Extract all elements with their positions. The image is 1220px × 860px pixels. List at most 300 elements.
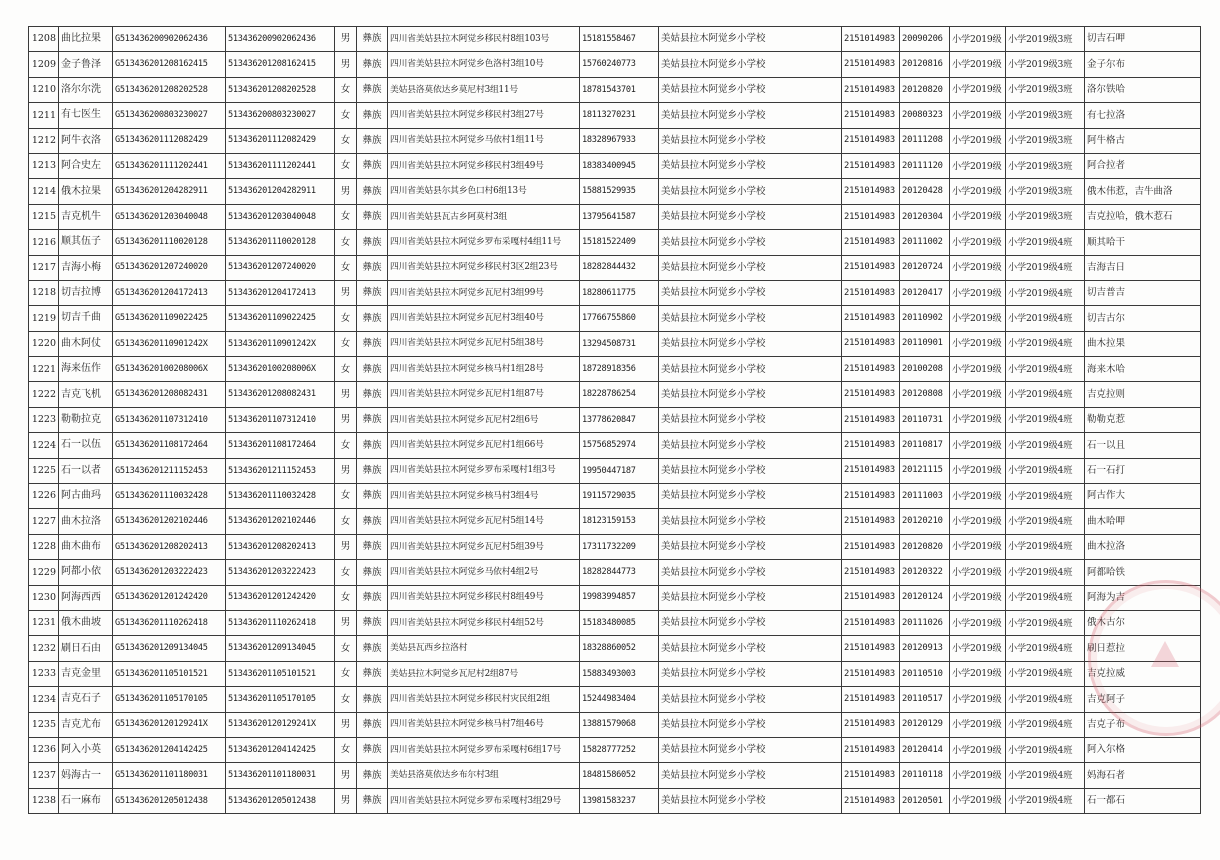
school-name-cell: 美姑县拉木阿觉乡小学校	[659, 357, 842, 382]
ethnicity-cell: 彝族	[357, 687, 388, 712]
phone-number-cell: 18113270231	[580, 103, 659, 128]
student-name-cell: 吉克尤布	[59, 712, 113, 737]
ethnicity-cell: 彝族	[357, 509, 388, 534]
birth-date-cell: 20110901	[900, 331, 950, 356]
class-name-cell: 小学2019级4班	[1006, 763, 1085, 788]
ethnicity-cell: 彝族	[357, 179, 388, 204]
phone-number-cell: 15760240773	[580, 52, 659, 77]
table-row	[29, 153, 1201, 178]
guardian-name-cell: 吉克子布	[1085, 712, 1201, 737]
home-address-cell: 四川省美姑县拉木阿觉乡瓦尼村3组99号	[388, 280, 580, 305]
guardian-name-cell: 洛尔铁哈	[1085, 77, 1201, 102]
student-name-cell: 吉海小梅	[59, 255, 113, 280]
ethnicity-cell: 彝族	[357, 27, 388, 52]
id-card-number-cell: 513436201208202413	[226, 534, 335, 559]
student-number-cell: G513436201208202413	[113, 534, 226, 559]
id-card-number-cell: 513436201109022425	[226, 306, 335, 331]
student-name-cell: 海来伍作	[59, 357, 113, 382]
row-number-cell: 1220	[29, 331, 59, 356]
phone-number-cell: 13795641587	[580, 204, 659, 229]
grade-cell: 小学2019级	[950, 204, 1006, 229]
id-card-number-cell: 513436201208202528	[226, 77, 335, 102]
school-name-cell: 美姑县拉木阿觉乡小学校	[659, 636, 842, 661]
guardian-name-cell: 吉克拉威	[1085, 661, 1201, 686]
id-card-number-cell: 513436201201242420	[226, 585, 335, 610]
phone-number-cell: 17311732209	[580, 534, 659, 559]
table-row	[29, 280, 1201, 305]
ethnicity-cell: 彝族	[357, 484, 388, 509]
birth-date-cell: 20120816	[900, 52, 950, 77]
table-row	[29, 306, 1201, 331]
home-address-cell: 四川省美姑县拉木阿觉乡核马村3组4号	[388, 484, 580, 509]
guardian-name-cell: 阿牛格古	[1085, 128, 1201, 153]
table-row	[29, 433, 1201, 458]
gender-cell: 女	[335, 433, 357, 458]
row-number-cell: 1213	[29, 153, 59, 178]
grade-cell: 小学2019级	[950, 382, 1006, 407]
row-number-cell: 1234	[29, 687, 59, 712]
phone-number-cell: 15244983404	[580, 687, 659, 712]
home-address-cell: 四川省美姑县拉木阿觉乡移民村3组27号	[388, 103, 580, 128]
table-row	[29, 534, 1201, 559]
grade-cell: 小学2019级	[950, 788, 1006, 813]
ethnicity-cell: 彝族	[357, 407, 388, 432]
phone-number-cell: 13881579068	[580, 712, 659, 737]
ethnicity-cell: 彝族	[357, 610, 388, 635]
guardian-name-cell: 俄木伟惹，吉牛曲洛	[1085, 179, 1201, 204]
birth-date-cell: 20120724	[900, 255, 950, 280]
student-number-cell: G513436201105101521	[113, 661, 226, 686]
school-code-cell: 2151014983	[842, 763, 900, 788]
id-card-number-cell: 513436200803230027	[226, 103, 335, 128]
row-number-cell: 1219	[29, 306, 59, 331]
id-card-number-cell: 513436201208162415	[226, 52, 335, 77]
student-number-cell: G513436201204282911	[113, 179, 226, 204]
gender-cell: 女	[335, 509, 357, 534]
school-name-cell: 美姑县拉木阿觉乡小学校	[659, 27, 842, 52]
grade-cell: 小学2019级	[950, 585, 1006, 610]
student-number-cell: G513436201202102446	[113, 509, 226, 534]
gender-cell: 女	[335, 484, 357, 509]
home-address-cell: 四川省美姑县拉木阿觉乡罗布采嘎村3组29号	[388, 788, 580, 813]
grade-cell: 小学2019级	[950, 331, 1006, 356]
birth-date-cell: 20120417	[900, 280, 950, 305]
gender-cell: 女	[335, 357, 357, 382]
school-code-cell: 2151014983	[842, 255, 900, 280]
grade-cell: 小学2019级	[950, 712, 1006, 737]
row-number-cell: 1236	[29, 737, 59, 762]
phone-number-cell: 13294508731	[580, 331, 659, 356]
class-name-cell: 小学2019级4班	[1006, 280, 1085, 305]
gender-cell: 女	[335, 77, 357, 102]
home-address-cell: 四川省美姑县拉木阿觉乡核马村1组28号	[388, 357, 580, 382]
row-number-cell: 1227	[29, 509, 59, 534]
student-number-cell: G513436201204172413	[113, 280, 226, 305]
grade-cell: 小学2019级	[950, 407, 1006, 432]
school-code-cell: 2151014983	[842, 179, 900, 204]
phone-number-cell: 17766755860	[580, 306, 659, 331]
school-code-cell: 2151014983	[842, 636, 900, 661]
gender-cell: 女	[335, 661, 357, 686]
school-name-cell: 美姑县拉木阿觉乡小学校	[659, 128, 842, 153]
grade-cell: 小学2019级	[950, 103, 1006, 128]
phone-number-cell: 18282844432	[580, 255, 659, 280]
row-number-cell: 1228	[29, 534, 59, 559]
ethnicity-cell: 彝族	[357, 280, 388, 305]
phone-number-cell: 19950447187	[580, 458, 659, 483]
student-number-cell: G513436201207240020	[113, 255, 226, 280]
gender-cell: 男	[335, 610, 357, 635]
home-address-cell: 四川省美姑县拉木阿觉乡核马村7组46号	[388, 712, 580, 737]
id-card-number-cell: 513436201207240020	[226, 255, 335, 280]
student-number-cell: G513436201208162415	[113, 52, 226, 77]
gender-cell: 女	[335, 204, 357, 229]
class-name-cell: 小学2019级3班	[1006, 77, 1085, 102]
student-name-cell: 洛尔尔洗	[59, 77, 113, 102]
gender-cell: 男	[335, 763, 357, 788]
student-name-cell: 有七医生	[59, 103, 113, 128]
student-name-cell: 石一以伍	[59, 433, 113, 458]
birth-date-cell: 20111120	[900, 153, 950, 178]
phone-number-cell: 18280611775	[580, 280, 659, 305]
phone-number-cell: 15181558467	[580, 27, 659, 52]
guardian-name-cell: 石一都石	[1085, 788, 1201, 813]
school-code-cell: 2151014983	[842, 280, 900, 305]
student-number-cell: G513436201101180031	[113, 763, 226, 788]
row-number-cell: 1208	[29, 27, 59, 52]
student-name-cell: 石一麻布	[59, 788, 113, 813]
grade-cell: 小学2019级	[950, 179, 1006, 204]
row-number-cell: 1235	[29, 712, 59, 737]
student-number-cell: G513436201109022425	[113, 306, 226, 331]
grade-cell: 小学2019级	[950, 433, 1006, 458]
phone-number-cell: 15828777252	[580, 737, 659, 762]
class-name-cell: 小学2019级4班	[1006, 534, 1085, 559]
phone-number-cell: 15756852974	[580, 433, 659, 458]
ethnicity-cell: 彝族	[357, 331, 388, 356]
student-name-cell: 勒勒拉克	[59, 407, 113, 432]
ethnicity-cell: 彝族	[357, 458, 388, 483]
student-name-cell: 石一以者	[59, 458, 113, 483]
id-card-number-cell: 513436201204282911	[226, 179, 335, 204]
row-number-cell: 1231	[29, 610, 59, 635]
home-address-cell: 四川省美姑县拉木阿觉乡罗布采嘎村4组11号	[388, 230, 580, 255]
student-number-cell: G513436201112082429	[113, 128, 226, 153]
birth-date-cell: 20090206	[900, 27, 950, 52]
student-number-cell: G513436201201242420	[113, 585, 226, 610]
phone-number-cell: 18728918356	[580, 357, 659, 382]
class-name-cell: 小学2019级3班	[1006, 204, 1085, 229]
student-number-cell: G51343620100208006X	[113, 357, 226, 382]
table-row	[29, 610, 1201, 635]
birth-date-cell: 20111026	[900, 610, 950, 635]
home-address-cell: 美姑县拉木阿觉乡瓦尼村2组87号	[388, 661, 580, 686]
guardian-name-cell: 吉克拉则	[1085, 382, 1201, 407]
student-name-cell: 切吉拉博	[59, 280, 113, 305]
phone-number-cell: 15883493003	[580, 661, 659, 686]
row-number-cell: 1229	[29, 560, 59, 585]
student-name-cell: 俄木曲坡	[59, 610, 113, 635]
id-card-number-cell: 51343620100208006X	[226, 357, 335, 382]
home-address-cell: 美姑县瓦西乡拉洛村	[388, 636, 580, 661]
grade-cell: 小学2019级	[950, 737, 1006, 762]
school-name-cell: 美姑县拉木阿觉乡小学校	[659, 306, 842, 331]
id-card-number-cell: 51343620120129241X	[226, 712, 335, 737]
school-code-cell: 2151014983	[842, 458, 900, 483]
guardian-name-cell: 海来木哈	[1085, 357, 1201, 382]
row-number-cell: 1221	[29, 357, 59, 382]
gender-cell: 女	[335, 636, 357, 661]
gender-cell: 女	[335, 687, 357, 712]
ethnicity-cell: 彝族	[357, 382, 388, 407]
student-number-cell: G513436201205012438	[113, 788, 226, 813]
table-row	[29, 77, 1201, 102]
phone-number-cell: 18282844773	[580, 560, 659, 585]
student-name-cell: 阿都小依	[59, 560, 113, 585]
home-address-cell: 四川省美姑县拉木阿觉乡移民村4组52号	[388, 610, 580, 635]
gender-cell: 女	[335, 128, 357, 153]
class-name-cell: 小学2019级4班	[1006, 737, 1085, 762]
class-name-cell: 小学2019级4班	[1006, 331, 1085, 356]
ethnicity-cell: 彝族	[357, 712, 388, 737]
grade-cell: 小学2019级	[950, 77, 1006, 102]
gender-cell: 男	[335, 712, 357, 737]
school-code-cell: 2151014983	[842, 204, 900, 229]
id-card-number-cell: 513436201204172413	[226, 280, 335, 305]
school-code-cell: 2151014983	[842, 509, 900, 534]
guardian-name-cell: 吉克拉哈，俄木惹石	[1085, 204, 1201, 229]
row-number-cell: 1223	[29, 407, 59, 432]
id-card-number-cell: 513436201211152453	[226, 458, 335, 483]
guardian-name-cell: 石一石打	[1085, 458, 1201, 483]
class-name-cell: 小学2019级4班	[1006, 255, 1085, 280]
gender-cell: 男	[335, 52, 357, 77]
ethnicity-cell: 彝族	[357, 788, 388, 813]
home-address-cell: 四川省美姑县尔其乡色口村6组13号	[388, 179, 580, 204]
class-name-cell: 小学2019级4班	[1006, 661, 1085, 686]
gender-cell: 女	[335, 306, 357, 331]
home-address-cell: 四川省美姑县拉木阿觉乡瓦尼村5组39号	[388, 534, 580, 559]
row-number-cell: 1222	[29, 382, 59, 407]
school-name-cell: 美姑县拉木阿觉乡小学校	[659, 788, 842, 813]
student-number-cell: G513436201107312410	[113, 407, 226, 432]
student-name-cell: 吉克机牛	[59, 204, 113, 229]
birth-date-cell: 20100208	[900, 357, 950, 382]
home-address-cell: 四川省美姑县拉木阿觉乡罗布采嘎村1组3号	[388, 458, 580, 483]
home-address-cell: 美姑县洛莫依达乡布尔村3组	[388, 763, 580, 788]
id-card-number-cell: 513436200902062436	[226, 27, 335, 52]
birth-date-cell: 20120808	[900, 382, 950, 407]
school-name-cell: 美姑县拉木阿觉乡小学校	[659, 458, 842, 483]
birth-date-cell: 20110510	[900, 661, 950, 686]
grade-cell: 小学2019级	[950, 763, 1006, 788]
school-code-cell: 2151014983	[842, 534, 900, 559]
class-name-cell: 小学2019级4班	[1006, 610, 1085, 635]
school-code-cell: 2151014983	[842, 585, 900, 610]
table-row	[29, 560, 1201, 585]
home-address-cell: 四川省美姑县拉木阿觉乡色洛村3组10号	[388, 52, 580, 77]
phone-number-cell: 15881529935	[580, 179, 659, 204]
gender-cell: 男	[335, 280, 357, 305]
birth-date-cell: 20120129	[900, 712, 950, 737]
phone-number-cell: 13778620847	[580, 407, 659, 432]
gender-cell: 女	[335, 255, 357, 280]
guardian-name-cell: 阿古作大	[1085, 484, 1201, 509]
class-name-cell: 小学2019级4班	[1006, 357, 1085, 382]
table-row	[29, 357, 1201, 382]
table-row	[29, 737, 1201, 762]
home-address-cell: 四川省美姑县拉木阿觉乡瓦尼村3组40号	[388, 306, 580, 331]
class-name-cell: 小学2019级4班	[1006, 509, 1085, 534]
birth-date-cell: 20111208	[900, 128, 950, 153]
student-number-cell: G513436201209134045	[113, 636, 226, 661]
grade-cell: 小学2019级	[950, 560, 1006, 585]
ethnicity-cell: 彝族	[357, 103, 388, 128]
class-name-cell: 小学2019级3班	[1006, 128, 1085, 153]
birth-date-cell: 20120820	[900, 77, 950, 102]
class-name-cell: 小学2019级4班	[1006, 560, 1085, 585]
guardian-name-cell: 曲木拉洛	[1085, 534, 1201, 559]
school-name-cell: 美姑县拉木阿觉乡小学校	[659, 484, 842, 509]
table-row	[29, 204, 1201, 229]
home-address-cell: 四川省美姑县拉木阿觉乡移民村8组49号	[388, 585, 580, 610]
gender-cell: 女	[335, 103, 357, 128]
home-address-cell: 四川省美姑县拉木阿觉乡移民村灾民组2组	[388, 687, 580, 712]
student-number-cell: G513436201208202528	[113, 77, 226, 102]
birth-date-cell: 20121115	[900, 458, 950, 483]
birth-date-cell: 20110902	[900, 306, 950, 331]
phone-number-cell: 18123159153	[580, 509, 659, 534]
id-card-number-cell: 51343620110901242X	[226, 331, 335, 356]
table-row	[29, 636, 1201, 661]
phone-number-cell: 18781543701	[580, 77, 659, 102]
school-name-cell: 美姑县拉木阿觉乡小学校	[659, 77, 842, 102]
row-number-cell: 1233	[29, 661, 59, 686]
guardian-name-cell: 曲木拉果	[1085, 331, 1201, 356]
birth-date-cell: 20120820	[900, 534, 950, 559]
grade-cell: 小学2019级	[950, 458, 1006, 483]
home-address-cell: 四川省美姑县拉木阿觉乡瓦尼村5组14号	[388, 509, 580, 534]
ethnicity-cell: 彝族	[357, 204, 388, 229]
ethnicity-cell: 彝族	[357, 230, 388, 255]
class-name-cell: 小学2019级3班	[1006, 103, 1085, 128]
table-row	[29, 230, 1201, 255]
birth-date-cell: 20110118	[900, 763, 950, 788]
ethnicity-cell: 彝族	[357, 433, 388, 458]
table-row	[29, 103, 1201, 128]
home-address-cell: 四川省美姑县拉木阿觉乡移民村3组49号	[388, 153, 580, 178]
table-row	[29, 27, 1201, 52]
gender-cell: 男	[335, 382, 357, 407]
student-number-cell: G513436201203040048	[113, 204, 226, 229]
grade-cell: 小学2019级	[950, 610, 1006, 635]
row-number-cell: 1214	[29, 179, 59, 204]
school-name-cell: 美姑县拉木阿觉乡小学校	[659, 179, 842, 204]
student-number-cell: G513436201110262418	[113, 610, 226, 635]
student-roster-table	[28, 26, 1201, 814]
gender-cell: 男	[335, 179, 357, 204]
gender-cell: 男	[335, 534, 357, 559]
table-row	[29, 331, 1201, 356]
student-number-cell: G513436201204142425	[113, 737, 226, 762]
ethnicity-cell: 彝族	[357, 357, 388, 382]
table-row	[29, 458, 1201, 483]
gender-cell: 女	[335, 585, 357, 610]
school-name-cell: 美姑县拉木阿觉乡小学校	[659, 331, 842, 356]
student-name-cell: 妈海古一	[59, 763, 113, 788]
home-address-cell: 四川省美姑县拉木阿觉乡移民村8组103号	[388, 27, 580, 52]
school-name-cell: 美姑县拉木阿觉乡小学校	[659, 52, 842, 77]
birth-date-cell: 20120304	[900, 204, 950, 229]
student-name-cell: 阿牛衣洛	[59, 128, 113, 153]
student-name-cell: 顺其伍子	[59, 230, 113, 255]
gender-cell: 女	[335, 737, 357, 762]
school-name-cell: 美姑县拉木阿觉乡小学校	[659, 255, 842, 280]
school-name-cell: 美姑县拉木阿觉乡小学校	[659, 712, 842, 737]
grade-cell: 小学2019级	[950, 534, 1006, 559]
gender-cell: 男	[335, 788, 357, 813]
guardian-name-cell: 有七拉洛	[1085, 103, 1201, 128]
row-number-cell: 1216	[29, 230, 59, 255]
student-name-cell: 曲比拉果	[59, 27, 113, 52]
school-name-cell: 美姑县拉木阿觉乡小学校	[659, 153, 842, 178]
row-number-cell: 1211	[29, 103, 59, 128]
class-name-cell: 小学2019级4班	[1006, 230, 1085, 255]
table-row	[29, 763, 1201, 788]
id-card-number-cell: 513436201111202441	[226, 153, 335, 178]
roster-body	[29, 27, 1201, 814]
guardian-name-cell: 刷日惹拉	[1085, 636, 1201, 661]
student-name-cell: 曲木曲布	[59, 534, 113, 559]
school-name-cell: 美姑县拉木阿觉乡小学校	[659, 407, 842, 432]
row-number-cell: 1217	[29, 255, 59, 280]
row-number-cell: 1238	[29, 788, 59, 813]
row-number-cell: 1218	[29, 280, 59, 305]
id-card-number-cell: 513436201110262418	[226, 610, 335, 635]
ethnicity-cell: 彝族	[357, 534, 388, 559]
grade-cell: 小学2019级	[950, 509, 1006, 534]
phone-number-cell: 19115729035	[580, 484, 659, 509]
table-row	[29, 255, 1201, 280]
birth-date-cell: 20120428	[900, 179, 950, 204]
school-name-cell: 美姑县拉木阿觉乡小学校	[659, 534, 842, 559]
grade-cell: 小学2019级	[950, 255, 1006, 280]
row-number-cell: 1215	[29, 204, 59, 229]
ethnicity-cell: 彝族	[357, 585, 388, 610]
home-address-cell: 四川省美姑县拉木阿觉乡瓦尼村2组6号	[388, 407, 580, 432]
row-number-cell: 1224	[29, 433, 59, 458]
table-row	[29, 788, 1201, 813]
id-card-number-cell: 513436201110020128	[226, 230, 335, 255]
birth-date-cell: 20110817	[900, 433, 950, 458]
school-code-cell: 2151014983	[842, 560, 900, 585]
guardian-name-cell: 石一以且	[1085, 433, 1201, 458]
home-address-cell: 四川省美姑县拉木阿觉乡瓦尼村1组87号	[388, 382, 580, 407]
phone-number-cell: 18328967933	[580, 128, 659, 153]
school-name-cell: 美姑县拉木阿觉乡小学校	[659, 661, 842, 686]
school-code-cell: 2151014983	[842, 153, 900, 178]
student-number-cell: G513436201111202441	[113, 153, 226, 178]
school-name-cell: 美姑县拉木阿觉乡小学校	[659, 103, 842, 128]
grade-cell: 小学2019级	[950, 306, 1006, 331]
birth-date-cell: 20120501	[900, 788, 950, 813]
guardian-name-cell: 吉海吉日	[1085, 255, 1201, 280]
guardian-name-cell: 阿入尔格	[1085, 737, 1201, 762]
home-address-cell: 四川省美姑县拉木阿觉乡瓦尼村1组66号	[388, 433, 580, 458]
student-name-cell: 金子鲁泽	[59, 52, 113, 77]
grade-cell: 小学2019级	[950, 128, 1006, 153]
ethnicity-cell: 彝族	[357, 153, 388, 178]
